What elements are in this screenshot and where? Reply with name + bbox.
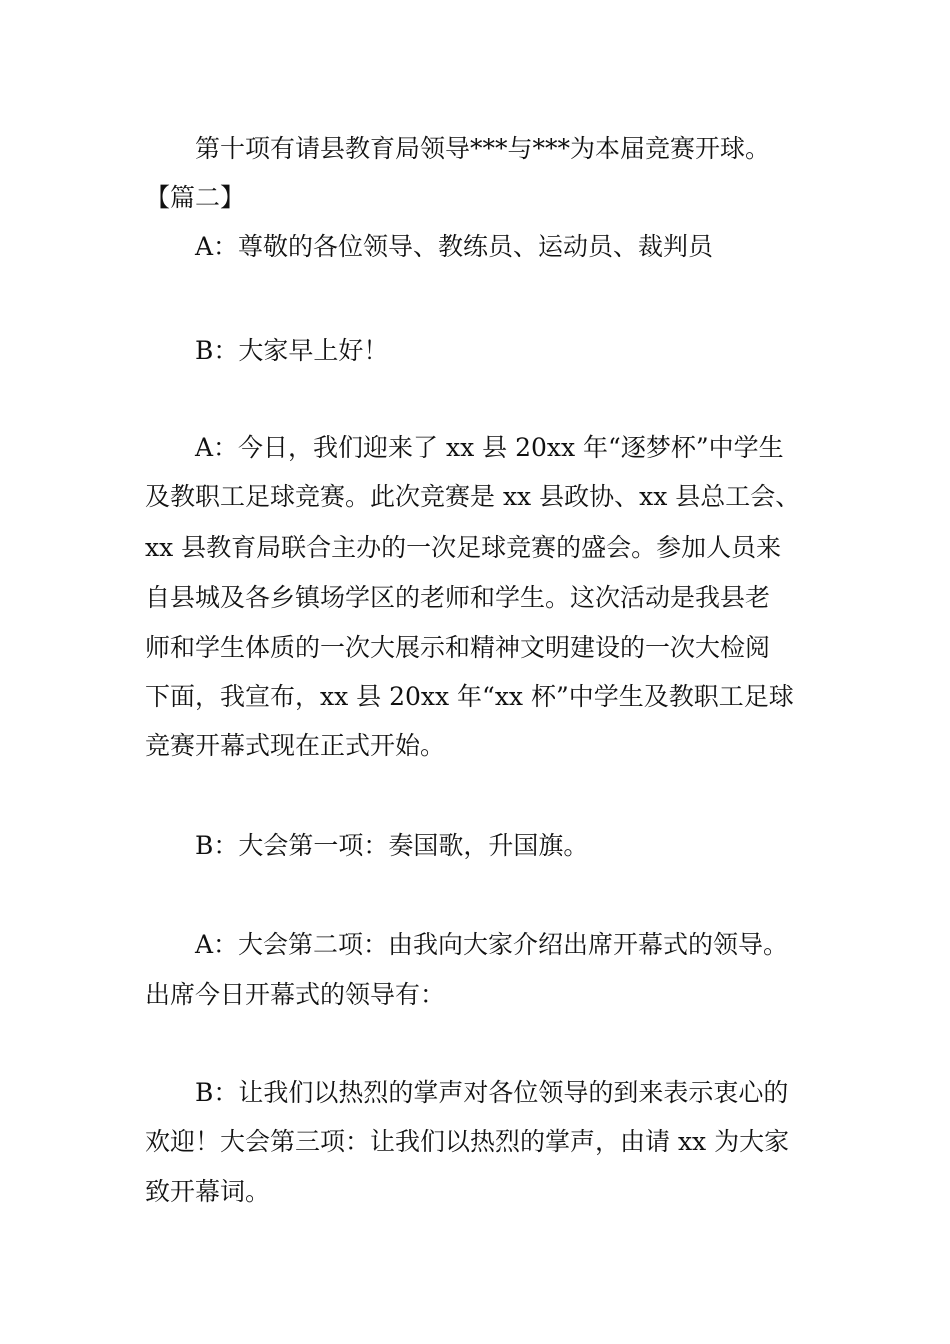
text-line: 及教职工足球竞赛。此次竞赛是 xx 县政协、xx 县总工会、 [145, 482, 801, 511]
text-line: 竞赛开幕式现在正式开始。 [145, 731, 446, 760]
text-line: 自县城及各乡镇场学区的老师和学生。这次活动是我县老 [145, 583, 771, 612]
text-line: A：尊敬的各位领导、教练员、运动员、裁判员 [195, 232, 714, 261]
text-line: A：大会第二项：由我向大家介绍出席开幕式的领导。 [195, 930, 789, 959]
text-line: 欢迎！大会第三项：让我们以热烈的掌声，由请 xx 为大家 [145, 1127, 790, 1156]
section-heading: 【篇二】 [145, 183, 246, 212]
text-line: 师和学生体质的一次大展示和精神文明建设的一次大检阅 [145, 633, 771, 662]
text-line: B：大会第一项：奏国歌，升国旗。 [195, 831, 589, 860]
text-line: B：让我们以热烈的掌声对各位领导的到来表示衷心的 [195, 1078, 789, 1107]
text-line: 下面，我宣布，xx 县 20xx 年“xx 杯”中学生及教职工足球 [145, 682, 794, 711]
text-line: 第十项有请县教育局领导***与***为本届竞赛开球。 [195, 134, 771, 163]
text-line: A：今日，我们迎来了 xx 县 20xx 年“逐梦杯”中学生 [195, 433, 784, 462]
text-line: 致开幕词。 [145, 1177, 271, 1206]
text-line: B：大家早上好！ [195, 336, 389, 365]
text-line: 出席今日开幕式的领导有： [145, 980, 446, 1009]
text-line: xx 县教育局联合主办的一次足球竞赛的盛会。参加人员来 [145, 533, 782, 562]
